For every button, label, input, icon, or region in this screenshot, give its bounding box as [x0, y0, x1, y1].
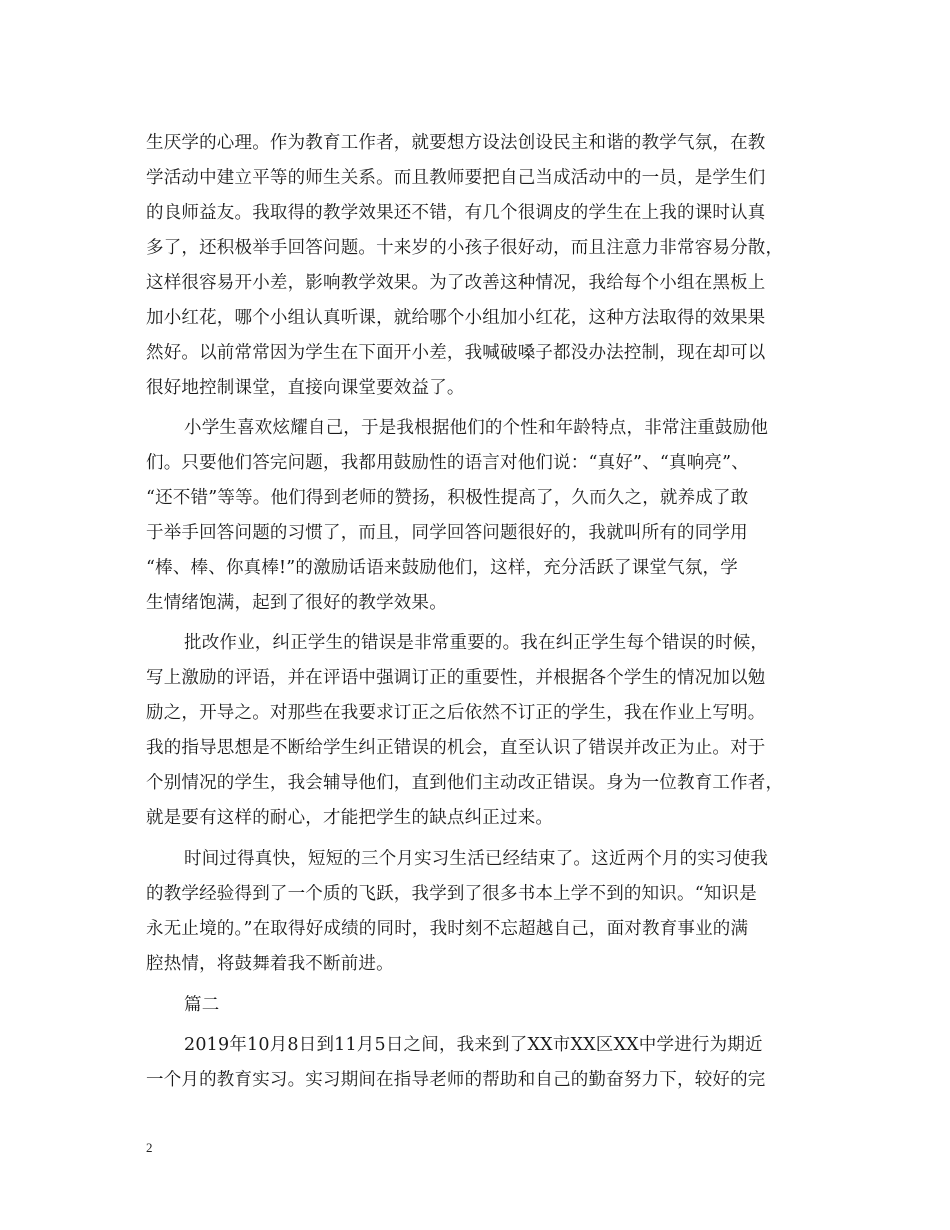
text-line: 学活动中建立平等的师生关系。而且教师要把自己当成活动中的一员，是学生们	[146, 168, 766, 188]
page-number: 2	[146, 1140, 153, 1155]
text-line: “棒、棒、你真棒!”的激励话语来鼓励他们，这样，充分活跃了课堂气氛，学	[146, 558, 738, 578]
text-line: 多了，还积极举手回答问题。十来岁的小孩子很好动，而且注意力非常容易分散，	[146, 238, 784, 258]
text-line: 一个月的教育实习。实习期间在指导老师的帮助和自己的勤奋努力下，较好的完	[146, 1070, 766, 1090]
text-line: 于举手回答问题的习惯了，而且，同学回答问题很好的，我就叫所有的同学用	[146, 523, 748, 543]
text-line: 我的指导思想是不断给学生纠正错误的机会，直至认识了错误并改正为止。对于	[146, 738, 766, 758]
text-line: 2019年10月8日到11月5日之间，我来到了XX市XX区XX中学进行为期近	[184, 1035, 763, 1055]
text-line: 时间过得真快，短短的三个月实习生活已经结束了。这近两个月的实习使我	[184, 849, 769, 869]
text-line: 很好地控制课堂，直接向课堂要效益了。	[146, 378, 465, 398]
text-line: 写上激励的评语，并在评语中强调订正的重要性，并根据各个学生的情况加以勉	[146, 668, 766, 688]
text-line: 励之，开导之。对那些在我要求订正之后依然不订正的学生，我在作业上写明。	[146, 703, 766, 723]
text-line: 腔热情，将鼓舞着我不断前进。	[146, 954, 394, 974]
text-line: 这样很容易开小差，影响教学效果。为了改善这种情况，我给每个小组在黑板上	[146, 273, 766, 293]
text-line: 加小红花，哪个小组认真听课，就给哪个小组加小红花，这种方法取得的效果果	[146, 308, 766, 328]
text-line: 们。只要他们答完问题，我都用鼓励性的语言对他们说：“真好”、“真响亮”、	[146, 453, 749, 473]
text-line: 生情绪饱满，起到了很好的教学效果。	[146, 593, 447, 613]
text-line: 小学生喜欢炫耀自己，于是我根据他们的个性和年龄特点，非常注重鼓励他	[184, 418, 769, 438]
text-line: 的良师益友。我取得的教学效果还不错，有几个很调皮的学生在上我的课时认真	[146, 203, 766, 223]
text-line: 的教学经验得到了一个质的飞跃，我学到了很多书本上学不到的知识。“知识是	[146, 884, 757, 904]
text-line: 生厌学的心理。作为教育工作者，就要想方设法创设民主和谐的教学气氛，在教	[146, 133, 766, 153]
text-line: 永无止境的。”在取得好成绩的同时，我时刻不忘超越自己，面对教育事业的满	[146, 919, 749, 939]
text-line: “还不错”等等。他们得到老师的赞扬，积极性提高了，久而久之，就养成了敢	[146, 488, 749, 508]
text-line: 批改作业，纠正学生的错误是非常重要的。我在纠正学生每个错误的时候，	[184, 633, 769, 653]
text-line: 就是要有这样的耐心，才能把学生的缺点纠正过来。	[146, 808, 554, 828]
text-line: 篇二	[184, 995, 220, 1015]
text-line: 个别情况的学生，我会辅导他们，直到他们主动改正错误。身为一位教育工作者，	[146, 773, 784, 793]
text-line: 然好。以前常常因为学生在下面开小差，我喊破嗓子都没办法控制，现在却可以	[146, 343, 766, 363]
